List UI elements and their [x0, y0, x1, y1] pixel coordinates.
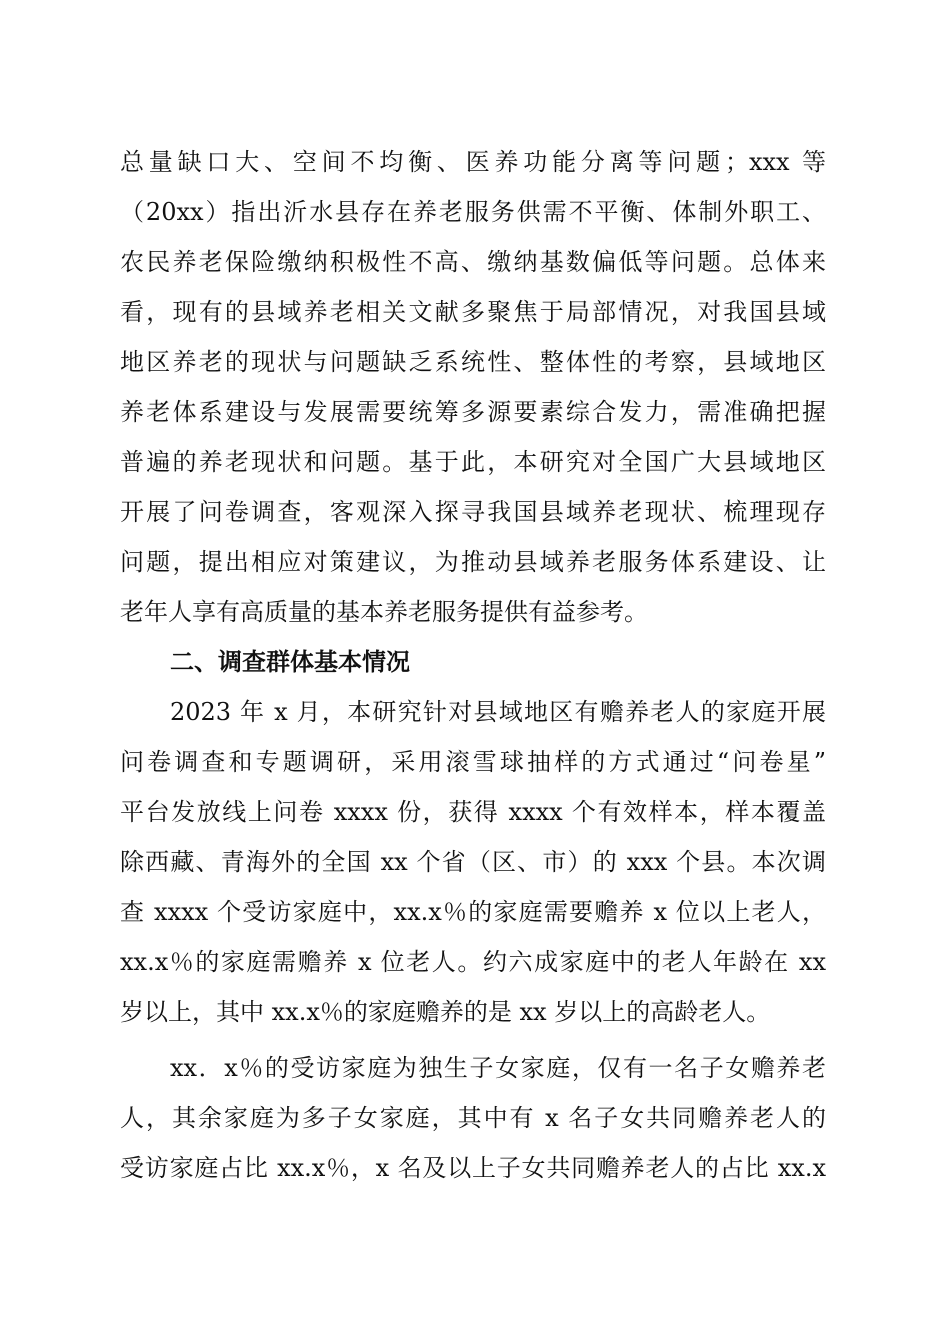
- paragraph-line: 人，其余家庭为多子女家庭，其中有 x 名子女共同赡养老人的: [120, 1104, 826, 1132]
- paragraph-line: 除西藏、青海外的全国 xx 个省（区、市）的 xxx 个县。本次调: [120, 848, 826, 876]
- paragraph-line: （20xx）指出沂水县存在养老服务供需不平衡、体制外职工、: [120, 198, 826, 226]
- paragraph-line: 普遍的养老现状和问题。基于此，本研究对全国广大县域地区: [120, 448, 826, 476]
- paragraph-line: 养老体系建设与发展需要统筹多源要素综合发力，需准确把握: [120, 398, 826, 426]
- paragraph-line: 总量缺口大、空间不均衡、医养功能分离等问题；xxx 等: [120, 148, 826, 176]
- paragraph-line: 看，现有的县域养老相关文献多聚焦于局部情况，对我国县域: [120, 298, 826, 326]
- paragraph-line: xx.x％的家庭需赡养 x 位老人。约六成家庭中的老人年龄在 xx: [120, 948, 826, 976]
- paragraph-line: 平台发放线上问卷 xxxx 份，获得 xxxx 个有效样本，样本覆盖: [120, 798, 826, 826]
- paragraph-line: 老年人享有高质量的基本养老服务提供有益参考。: [120, 598, 648, 626]
- section-heading: 二、调查群体基本情况: [170, 648, 410, 676]
- paragraph-line: 农民养老保险缴纳积极性不高、缴纳基数偏低等问题。总体来: [120, 248, 826, 276]
- paragraph-line: 问题，提出相应对策建议，为推动县域养老服务体系建设、让: [120, 548, 826, 576]
- paragraph-line: 2023 年 x 月，本研究针对县域地区有赡养老人的家庭开展: [170, 698, 826, 726]
- paragraph-line: 开展了问卷调查，客观深入探寻我国县域养老现状、梳理现存: [120, 498, 826, 526]
- paragraph-line: xx．x％的受访家庭为独生子女家庭，仅有一名子女赡养老: [170, 1054, 826, 1082]
- paragraph-line: 查 xxxx 个受访家庭中，xx.x％的家庭需要赡养 x 位以上老人，: [120, 898, 826, 926]
- paragraph-line: 受访家庭占比 xx.x％，x 名及以上子女共同赡养老人的占比 xx.x: [120, 1154, 826, 1182]
- paragraph-line: 岁以上，其中 xx.x％的家庭赡养的是 xx 岁以上的高龄老人。: [120, 998, 771, 1026]
- paragraph-line: 地区养老的现状与问题缺乏系统性、整体性的考察，县域地区: [120, 348, 826, 376]
- paragraph-line: 问卷调查和专题调研，采用滚雪球抽样的方式通过“问卷星”: [120, 748, 826, 776]
